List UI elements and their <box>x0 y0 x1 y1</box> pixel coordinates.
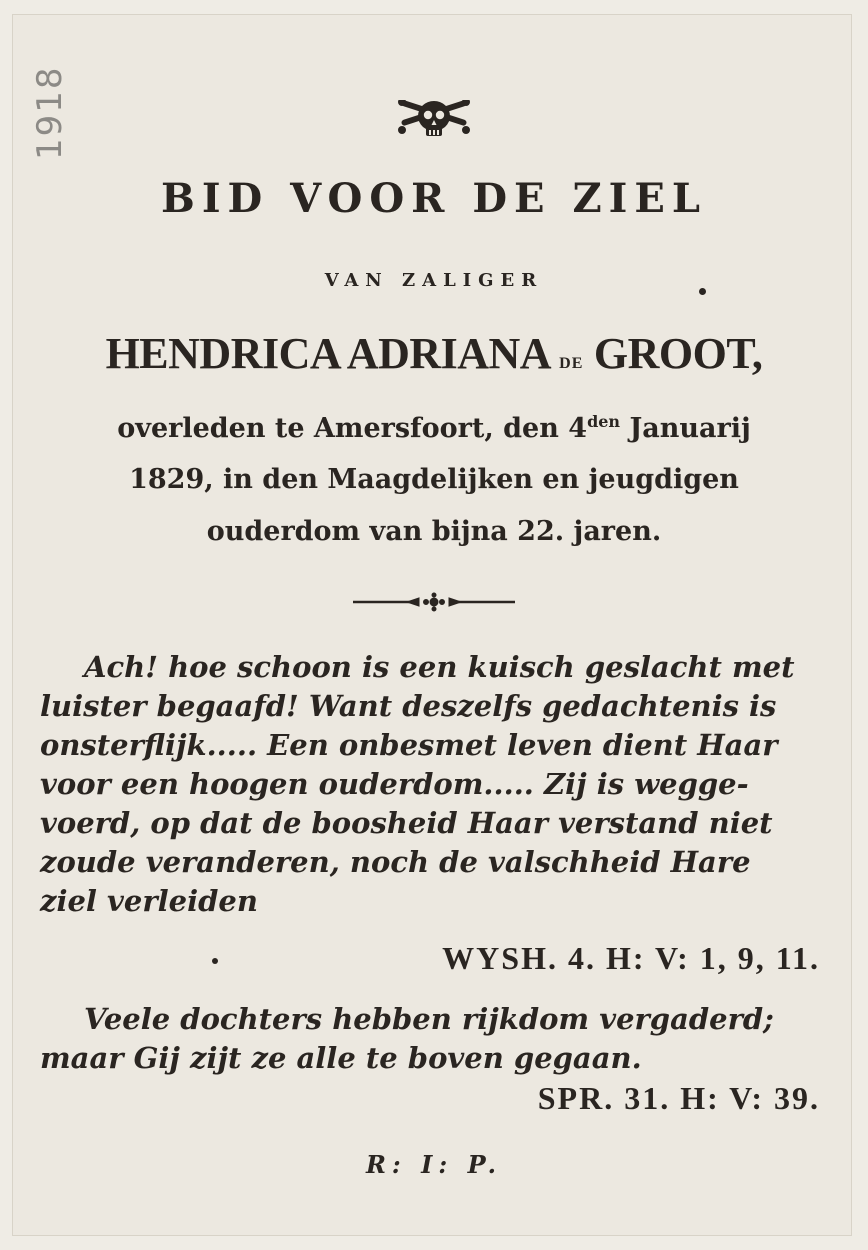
quote1-line-7: ziel verleiden <box>40 884 258 918</box>
death-line-1 <box>0 412 868 444</box>
name-first: HENDRICA ADRIANA <box>105 329 549 378</box>
death-line-3: ouderdom van bijna 22. jaren. <box>206 516 662 547</box>
dot-mark <box>699 288 706 295</box>
quote2-line-1: Veele dochters hebben rijkdom vergaderd; <box>84 1002 774 1036</box>
name-particle: DE <box>559 355 584 372</box>
ornament-divider <box>0 592 868 616</box>
quote1-line-4: voor een hoogen ouderdom..... Zij is wegge- <box>40 767 749 801</box>
closing-rip: R: I: P. <box>365 1150 503 1179</box>
scripture-quote-2 <box>40 1000 820 1078</box>
quote1-line-1: Ach! hoe schoon is een kuisch geslacht met <box>84 650 795 684</box>
quote1-line-6: zoude veranderen, noch de valschheid Hare <box>40 845 751 879</box>
skull-crossbones-icon <box>0 100 868 148</box>
scripture-quote-1 <box>40 648 820 921</box>
death-line-1-text: overleden te Amersfoort, den 4 <box>117 413 588 444</box>
quote1-line-3: onsterflijk..... Een onbesmet leven dient Haar <box>40 728 778 762</box>
deceased-name <box>0 328 868 379</box>
death-line-2: 1829, in den Maagdelijken en jeugdigen <box>129 464 739 495</box>
subheading: VAN ZALIGER <box>324 270 544 291</box>
date-superscript: den <box>587 412 621 431</box>
death-line-1-month: Januarij <box>620 413 751 444</box>
quote1-line-5: voerd, op dat de boosheid Haar verstand niet <box>40 806 773 840</box>
bullet-mark <box>212 958 218 964</box>
quote1-line-2: luister begaafd! Want deszelfs gedachtenis is <box>40 689 777 723</box>
name-last: GROOT, <box>593 329 763 378</box>
scripture-reference-1: WYSH. 4. H: V: 1, 9, 11. <box>442 940 820 976</box>
scripture-reference-2: SPR. 31. H: V: 39. <box>537 1080 820 1116</box>
handwritten-number: 1918 <box>30 65 70 160</box>
quote2-line-2: maar Gij zijt ze alle te boven gegaan. <box>40 1041 642 1075</box>
heading: BID VOOR DE ZIEL <box>161 175 707 222</box>
